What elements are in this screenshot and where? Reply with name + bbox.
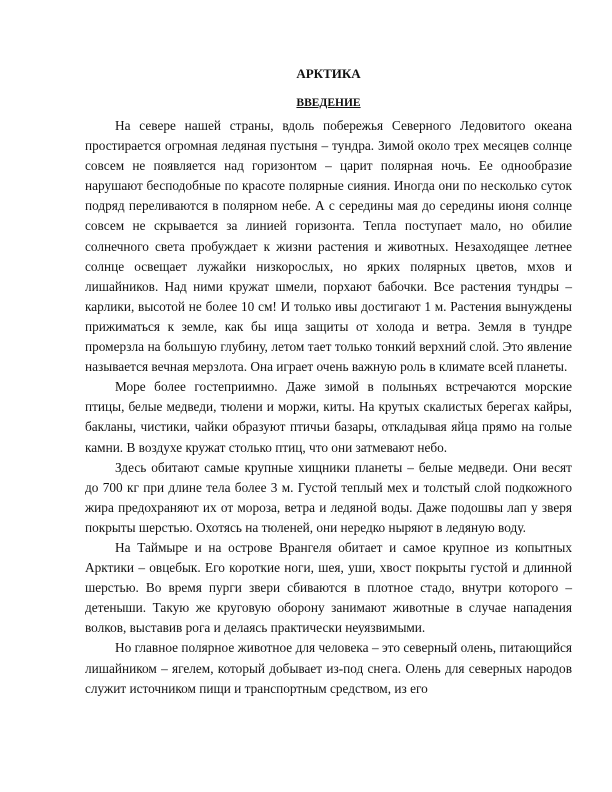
paragraph-polar-bears: Здесь обитают самые крупные хищники планеты – белые медведи. Они весят до 700 кг при длине тела более 3 м. Густой теплый мех и толстый слой подкожного жира предохраняют их от мороза, ветра и ледяной воды. Даже подошвы лап у зверя покрыты шерстью. Охотясь на тюленей, они нередко ныряют в ледяную воду. <box>85 459 572 535</box>
paragraph-reindeer: Но главное полярное животное для человека – это северный олень, питающийся лишайником – ягелем, который добывает из-под снега. Олень для северных народов служит источником пищи и транспортным средством, из его <box>85 640 572 696</box>
paragraph-tundra: На севере нашей страны, вдоль побережья Северного Ледовитого океана простирается огромная ледяная пустыня – тундра. Зимой около трех месяцев солнце совсем не появляется над горизонтом – царит полярная ночь. Ее однообразие нарушают бесподобные по красоте полярные сияния. Иногда они по несколько суток подряд переливаются в полярном небе. А с середины мая до середины июня солнце совсем не скрывается за линией горизонта. Тепла поступает мало, но обилие солнечного света пробуждает к жизни растения и животных. Незаходящее летнее солнце освещает лужайки низкорослых, но ярких полярных цветов, мхов и лишайников. Над ними кружат шмели, порхают бабочки. Все растения тундры – карлики, высотой не более 10 см! И только ивы достигают 1 м. Растения вынуждены прижиматься к земле, как бы ища защиты от холода и ветра. Земля в тундре промерзла на большую глубину, летом тает только тонкий верхний слой. Это явление называется вечная мерзлота. Она играет очень важную роль в климате всей планеты. <box>85 118 572 375</box>
document-title: АРКТИКА <box>296 66 361 81</box>
paragraph-muskox: На Таймыре и на острове Врангеля обитает и самое крупное из копытных Арктики – овцебык. Его короткие ноги, шея, уши, хвост покрыты густой и длинной шерстью. Во время пурги звери сбиваются в плотное стадо, внутри которого – детеныши. Такую же круговую оборону занимают животные в случае нападения волков, выставив рога и делаясь практически неуязвимыми. <box>85 539 572 636</box>
section-heading: ВВЕДЕНИЕ <box>296 97 361 109</box>
paragraph-sea: Море более гостеприимно. Даже зимой в полыньях встречаются морские птицы, белые медведи, тюлени и моржи, киты. На крутых скалистых берегах кайры, бакланы, чистики, чайки образуют птичьи базары, откладывая яйца прямо на голые камни. В воздухе кружат столько птиц, что они затмевают небо. <box>85 379 572 455</box>
document-body <box>85 66 572 699</box>
